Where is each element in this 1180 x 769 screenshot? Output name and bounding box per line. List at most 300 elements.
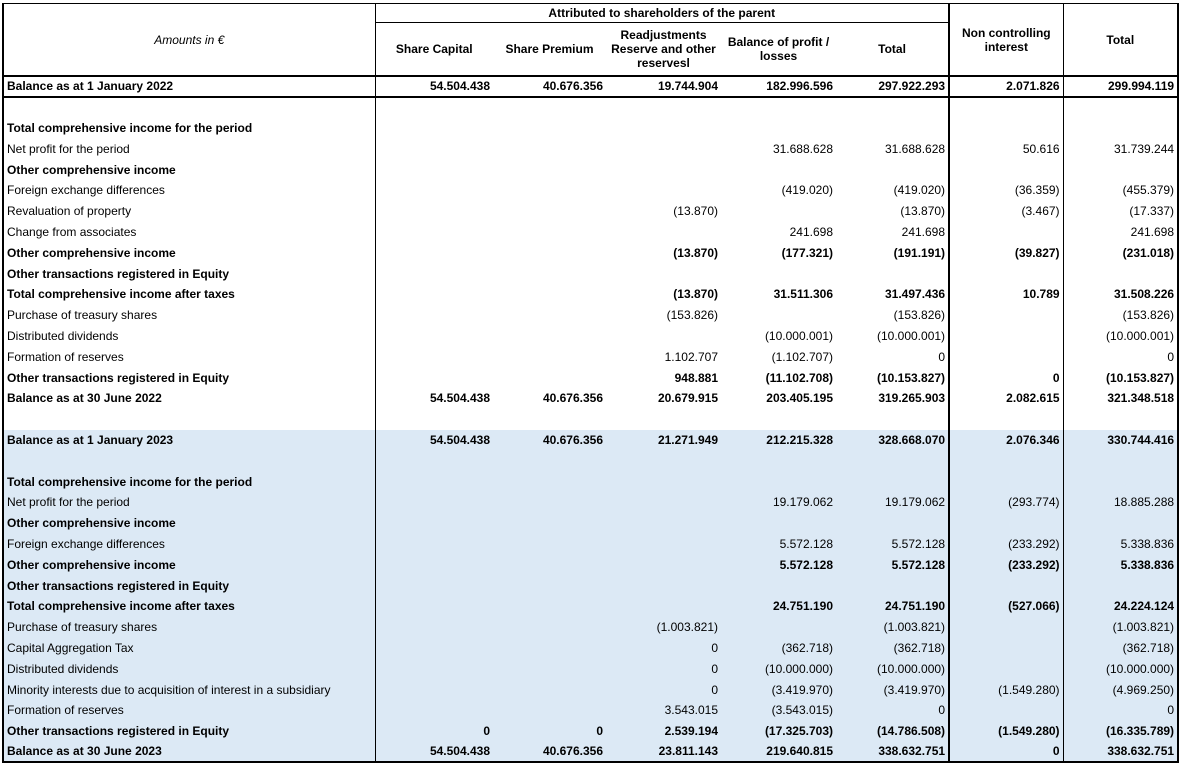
cell-col-3: 1.102.707 [664, 349, 718, 364]
cell-col-3: 0 [606, 679, 721, 700]
cell-col-5: (153.826) [836, 305, 949, 326]
cell-col-1 [375, 513, 493, 534]
cell-col-4: (10.000.001) [764, 328, 833, 343]
cell-col-1 [375, 409, 493, 430]
cell-col-1 [375, 554, 493, 575]
table-row [3, 596, 1178, 617]
cell-col-2 [493, 180, 606, 201]
table-row [3, 388, 1178, 409]
cell-col-1 [375, 242, 493, 263]
cell-col-5: (13.870) [836, 201, 949, 222]
cell-col-4 [721, 263, 836, 284]
cell-col-7: (4.969.250) [1063, 679, 1178, 700]
cell-col-3 [606, 222, 721, 243]
cell-col-5 [836, 450, 949, 471]
cell-col-3 [606, 118, 721, 139]
cell-col-6: 0 [949, 367, 1063, 388]
table-row [3, 534, 1178, 555]
cell-col-4: 24.751.190 [721, 596, 836, 617]
header-grand-total [1063, 4, 1178, 77]
header-noncontrolling-text: Non controlling interest [961, 25, 1051, 54]
table-row [3, 721, 1178, 742]
row-label: Other transactions registered in Equity [3, 575, 375, 596]
cell-col-1 [375, 471, 493, 492]
spacer-row [3, 450, 1178, 471]
cell-col-4: (362.718) [721, 638, 836, 659]
row-label: Revaluation of property [3, 201, 375, 222]
header-noncontrolling [949, 4, 1063, 77]
cell-col-5: 5.572.128 [836, 554, 949, 575]
header-balance-profit-text: Balance of profit / losses [727, 35, 830, 63]
cell-col-5: (10.000.000) [836, 658, 949, 679]
row-label: Balance as at 30 June 2023 [3, 742, 375, 763]
cell-col-1 [375, 326, 493, 347]
row-label: Total comprehensive income after taxes [3, 284, 375, 305]
cell-col-4 [721, 617, 836, 638]
cell-col-6: (233.292) [949, 534, 1063, 555]
cell-col-5: 338.632.751 [836, 742, 949, 763]
cell-col-6: (293.774) [949, 492, 1063, 513]
cell-col-4: 5.572.128 [721, 534, 836, 555]
cell-col-2 [493, 450, 606, 471]
cell-col-7: 321.348.518 [1063, 388, 1178, 409]
header-readjustments-text: Readjustments Reserve and other reservesl [611, 28, 716, 70]
cell-col-5 [836, 513, 949, 534]
cell-col-2 [493, 201, 606, 222]
cell-col-7: 24.224.124 [1063, 596, 1178, 617]
cell-col-1: 0 [375, 721, 493, 742]
table-row [3, 617, 1178, 638]
cell-col-3: (13.870) [673, 287, 718, 302]
table-row [3, 76, 1178, 97]
row-label: Other transactions registered in Equity [3, 367, 375, 388]
cell-col-4: (1.102.707) [771, 349, 833, 364]
table-row [3, 700, 1178, 721]
cell-col-4: 203.405.195 [766, 391, 833, 406]
row-label: Formation of reserves [3, 346, 375, 367]
cell-col-6 [949, 617, 1063, 638]
cell-col-3 [606, 554, 721, 575]
cell-col-2 [493, 242, 606, 263]
cell-col-1 [375, 222, 493, 243]
table-row [3, 367, 1178, 388]
row-label: Total comprehensive income after taxes [3, 596, 375, 617]
cell-col-4 [721, 97, 836, 118]
table-row [3, 638, 1178, 659]
header-readjustments [606, 23, 721, 77]
cell-col-2 [493, 305, 606, 326]
cell-col-1 [375, 638, 493, 659]
cell-col-4: 212.215.328 [721, 430, 836, 451]
cell-col-3: 0 [606, 658, 721, 679]
cell-col-6: (1.549.280) [949, 679, 1063, 700]
cell-col-7 [1063, 263, 1178, 284]
header-share-premium [493, 23, 606, 77]
cell-col-3: 21.271.949 [606, 430, 721, 451]
cell-col-7 [1063, 409, 1178, 430]
cell-col-4 [721, 201, 836, 222]
cell-col-5: (362.718) [836, 638, 949, 659]
cell-col-5 [836, 97, 949, 118]
cell-col-7: 18.885.288 [1063, 492, 1178, 513]
cell-col-2 [493, 638, 606, 659]
cell-col-5: 0 [836, 700, 949, 721]
cell-col-5: (10.000.001) [836, 326, 949, 347]
cell-col-1 [375, 284, 493, 305]
cell-col-2 [493, 263, 606, 284]
cell-col-2 [493, 471, 606, 492]
cell-col-2 [493, 679, 606, 700]
header-balance-profit [721, 23, 836, 77]
table-row [3, 305, 1178, 326]
row-label: Balance as at 1 January 2022 [3, 76, 375, 97]
cell-col-5: (419.020) [836, 180, 949, 201]
table-row [3, 159, 1178, 180]
row-label: Total comprehensive income for the period [3, 118, 375, 139]
cell-col-2: 40.676.356 [493, 430, 606, 451]
table-row [3, 658, 1178, 679]
cell-col-3: (153.826) [666, 308, 718, 323]
cell-col-6 [949, 409, 1063, 430]
cell-col-6: (527.066) [949, 596, 1063, 617]
cell-col-4: (3.419.970) [721, 679, 836, 700]
cell-col-7: 31.508.226 [1063, 284, 1178, 305]
table-row [3, 575, 1178, 596]
row-label: Balance as at 1 January 2023 [3, 430, 375, 451]
cell-col-6 [949, 326, 1063, 347]
cell-col-1 [375, 159, 493, 180]
cell-col-4: 31.511.306 [773, 287, 833, 302]
cell-col-7: (1.003.821) [1063, 617, 1178, 638]
cell-col-3: 2.539.194 [606, 721, 721, 742]
cell-col-4: (17.325.703) [721, 721, 836, 742]
cell-col-5 [836, 409, 949, 430]
cell-col-3 [606, 138, 721, 159]
cell-col-6: 2.071.826 [949, 76, 1063, 97]
cell-col-7: (16.335.789) [1063, 721, 1178, 742]
cell-col-7 [1063, 118, 1178, 139]
cell-col-1 [375, 180, 493, 201]
cell-col-2 [493, 534, 606, 555]
table-row [3, 222, 1178, 243]
cell-col-2: 40.676.356 [493, 742, 606, 763]
cell-col-1 [375, 658, 493, 679]
cell-col-3: 20.679.915 [657, 391, 718, 406]
cell-col-2 [493, 596, 606, 617]
cell-col-4: (419.020) [781, 183, 833, 198]
table-row [3, 513, 1178, 534]
cell-col-7: 330.744.416 [1063, 430, 1178, 451]
cell-col-6: 0 [949, 742, 1063, 763]
cell-col-3 [606, 450, 721, 471]
cell-col-1: 54.504.438 [429, 391, 490, 406]
table-row [3, 263, 1178, 284]
cell-col-3 [606, 492, 721, 513]
cell-col-4 [721, 450, 836, 471]
cell-col-4: 219.640.815 [721, 742, 836, 763]
table-row [3, 492, 1178, 513]
cell-col-7: (10.000.000) [1063, 658, 1178, 679]
table-row [3, 554, 1178, 575]
cell-col-7 [1063, 575, 1178, 596]
cell-col-1 [375, 534, 493, 555]
cell-col-7: 0 [1063, 346, 1178, 367]
cell-col-6: (36.359) [949, 180, 1063, 201]
cell-col-2 [493, 326, 606, 347]
header-share-premium-text: Share Premium [505, 42, 594, 56]
cell-col-4: 241.698 [789, 224, 833, 239]
row-label: Formation of reserves [3, 700, 375, 721]
cell-col-3: (13.870) [673, 204, 718, 219]
header-parent-total [836, 23, 949, 77]
table-row [3, 471, 1178, 492]
cell-col-4 [721, 471, 836, 492]
cell-col-5 [836, 118, 949, 139]
cell-col-5: (1.003.821) [836, 617, 949, 638]
cell-col-7: 241.698 [1063, 222, 1178, 243]
cell-col-1 [375, 575, 493, 596]
row-label: Distributed dividends [3, 326, 375, 347]
cell-col-1 [375, 700, 493, 721]
cell-col-3 [606, 180, 721, 201]
cell-col-7: (231.018) [1063, 242, 1178, 263]
cell-col-1 [375, 201, 493, 222]
cell-col-7: (153.826) [1063, 305, 1178, 326]
cell-col-2 [493, 97, 606, 118]
cell-col-1 [375, 450, 493, 471]
cell-col-1 [375, 138, 493, 159]
amounts-label: Amounts in € [3, 4, 375, 77]
row-label: Other transactions registered in Equity [3, 721, 375, 742]
cell-col-7: (455.379) [1063, 180, 1178, 201]
cell-col-6 [949, 700, 1063, 721]
cell-col-2 [493, 222, 606, 243]
cell-col-1 [375, 596, 493, 617]
cell-col-5: 319.265.903 [836, 388, 949, 409]
row-label: Other comprehensive income [3, 159, 375, 180]
cell-col-3 [606, 326, 721, 347]
cell-col-5: 328.668.070 [836, 430, 949, 451]
equity-statement-sheet [2, 3, 1177, 766]
cell-col-3: (13.870) [673, 245, 718, 260]
header-parent-total-text: Total [878, 42, 906, 56]
row-label: Minority interests due to acquisition of interest in a subsidiary [3, 679, 375, 700]
cell-col-6 [949, 638, 1063, 659]
cell-col-1 [375, 346, 493, 367]
row-label: Net profit for the period [3, 138, 375, 159]
cell-col-2 [493, 575, 606, 596]
cell-col-6 [949, 222, 1063, 243]
cell-col-1 [375, 492, 493, 513]
row-label: Other comprehensive income [3, 554, 375, 575]
row-label: Other transactions registered in Equity [3, 263, 375, 284]
table-header [3, 4, 1178, 77]
cell-col-6 [949, 471, 1063, 492]
cell-col-1 [375, 97, 493, 118]
row-label: Foreign exchange differences [3, 180, 375, 201]
cell-col-4 [721, 159, 836, 180]
cell-col-6: (3.467) [949, 201, 1063, 222]
cell-col-5: 31.688.628 [836, 138, 949, 159]
cell-col-2 [493, 346, 606, 367]
cell-col-7: 299.994.119 [1063, 76, 1178, 97]
header-share-capital [375, 23, 493, 77]
cell-col-5: (191.191) [836, 242, 949, 263]
row-label: Capital Aggregation Tax [3, 638, 375, 659]
cell-col-3 [606, 596, 721, 617]
cell-col-5: 24.751.190 [836, 596, 949, 617]
cell-col-2 [493, 367, 606, 388]
row-label [3, 97, 375, 118]
cell-col-1 [375, 367, 493, 388]
spacer-row [3, 409, 1178, 430]
table-row [3, 180, 1178, 201]
cell-col-6 [949, 97, 1063, 118]
cell-col-7 [1063, 471, 1178, 492]
cell-col-4: (10.000.000) [721, 658, 836, 679]
cell-col-4 [721, 118, 836, 139]
row-label: Foreign exchange differences [3, 534, 375, 555]
cell-col-7: 5.338.836 [1063, 554, 1178, 575]
cell-col-7: (17.337) [1063, 201, 1178, 222]
cell-col-3 [606, 409, 721, 430]
cell-col-2 [493, 284, 606, 305]
cell-col-5: 19.179.062 [836, 492, 949, 513]
cell-col-6 [949, 575, 1063, 596]
cell-col-6 [949, 118, 1063, 139]
cell-col-6: (39.827) [949, 242, 1063, 263]
table-row [3, 118, 1178, 139]
cell-col-6: 2.076.346 [949, 430, 1063, 451]
cell-col-7: (10.000.001) [1063, 326, 1178, 347]
cell-col-1 [375, 305, 493, 326]
cell-col-6: 10.789 [949, 284, 1063, 305]
table-body [3, 76, 1178, 762]
cell-col-7: 5.338.836 [1063, 534, 1178, 555]
cell-col-1 [375, 263, 493, 284]
row-label [3, 450, 375, 471]
header-grand-total-text: Total [1106, 32, 1135, 47]
cell-col-4: 5.572.128 [721, 554, 836, 575]
table-row [3, 284, 1178, 305]
table-row [3, 346, 1178, 367]
cell-col-4: (3.543.015) [721, 700, 836, 721]
cell-col-5: 0 [836, 346, 949, 367]
cell-col-4: 182.996.596 [721, 76, 836, 97]
cell-col-2 [493, 118, 606, 139]
cell-col-5 [836, 471, 949, 492]
cell-col-6 [949, 305, 1063, 326]
row-label: Other comprehensive income [3, 513, 375, 534]
cell-col-7: (10.153.827) [1063, 367, 1178, 388]
cell-col-7: 338.632.751 [1063, 742, 1178, 763]
row-label: Purchase of treasury shares [3, 305, 375, 326]
cell-col-7 [1063, 159, 1178, 180]
row-label: Net profit for the period [3, 492, 375, 513]
cell-col-3 [606, 471, 721, 492]
cell-col-1 [375, 679, 493, 700]
table-row [3, 326, 1178, 347]
header-share-capital-text: Share Capital [395, 42, 473, 56]
cell-col-1: 54.504.438 [375, 76, 493, 97]
cell-col-4 [721, 305, 836, 326]
cell-col-6 [949, 513, 1063, 534]
cell-col-1: 54.504.438 [375, 742, 493, 763]
row-label: Distributed dividends [3, 658, 375, 679]
cell-col-2: 40.676.356 [542, 391, 603, 406]
cell-col-6 [949, 450, 1063, 471]
cell-col-5: 297.922.293 [836, 76, 949, 97]
cell-col-3: (1.003.821) [606, 617, 721, 638]
cell-col-2 [493, 700, 606, 721]
cell-col-5: (3.419.970) [836, 679, 949, 700]
cell-col-2 [493, 513, 606, 534]
row-label: Purchase of treasury shares [3, 617, 375, 638]
cell-col-5 [836, 159, 949, 180]
cell-col-2 [493, 492, 606, 513]
group-label: Attributed to shareholders of the parent [375, 4, 949, 23]
row-label: Change from associates [3, 222, 375, 243]
cell-col-5: 31.497.436 [836, 284, 949, 305]
cell-col-1 [375, 118, 493, 139]
cell-col-5: 241.698 [836, 222, 949, 243]
cell-col-6: (233.292) [949, 554, 1063, 575]
cell-col-2 [493, 409, 606, 430]
cell-col-3 [606, 97, 721, 118]
cell-col-7: (362.718) [1063, 638, 1178, 659]
cell-col-4 [721, 513, 836, 534]
cell-col-2 [493, 617, 606, 638]
table-row [3, 430, 1178, 451]
row-label: Total comprehensive income for the period [3, 471, 375, 492]
cell-col-2 [493, 138, 606, 159]
row-label [3, 409, 375, 430]
cell-col-4: (11.102.708) [765, 370, 833, 385]
table-row [3, 201, 1178, 222]
spacer-row [3, 97, 1178, 118]
cell-col-4: (177.321) [781, 245, 833, 260]
cell-col-6 [949, 159, 1063, 180]
cell-col-7 [1063, 513, 1178, 534]
cell-col-7: 31.739.244 [1063, 138, 1178, 159]
cell-col-6: 2.082.615 [949, 388, 1063, 409]
row-label: Balance as at 30 June 2022 [3, 388, 375, 409]
cell-col-2 [493, 159, 606, 180]
cell-col-5 [836, 575, 949, 596]
cell-col-4 [721, 575, 836, 596]
cell-col-7 [1063, 97, 1178, 118]
cell-col-5: (10.153.827) [836, 367, 949, 388]
cell-col-2: 40.676.356 [493, 76, 606, 97]
table-row [3, 679, 1178, 700]
cell-col-3 [606, 534, 721, 555]
cell-col-2: 0 [493, 721, 606, 742]
cell-col-3: 948.881 [674, 370, 718, 385]
cell-col-7: 0 [1063, 700, 1178, 721]
cell-col-3 [606, 159, 721, 180]
equity-statement-table [2, 3, 1179, 763]
cell-col-1 [375, 617, 493, 638]
row-label: Other comprehensive income [3, 242, 375, 263]
cell-col-5: 5.572.128 [836, 534, 949, 555]
cell-col-6 [949, 346, 1063, 367]
cell-col-3 [606, 263, 721, 284]
cell-col-7 [1063, 450, 1178, 471]
cell-col-6 [949, 658, 1063, 679]
cell-col-3: 3.543.015 [606, 700, 721, 721]
cell-col-5 [836, 263, 949, 284]
cell-col-3: 23.811.143 [606, 742, 721, 763]
